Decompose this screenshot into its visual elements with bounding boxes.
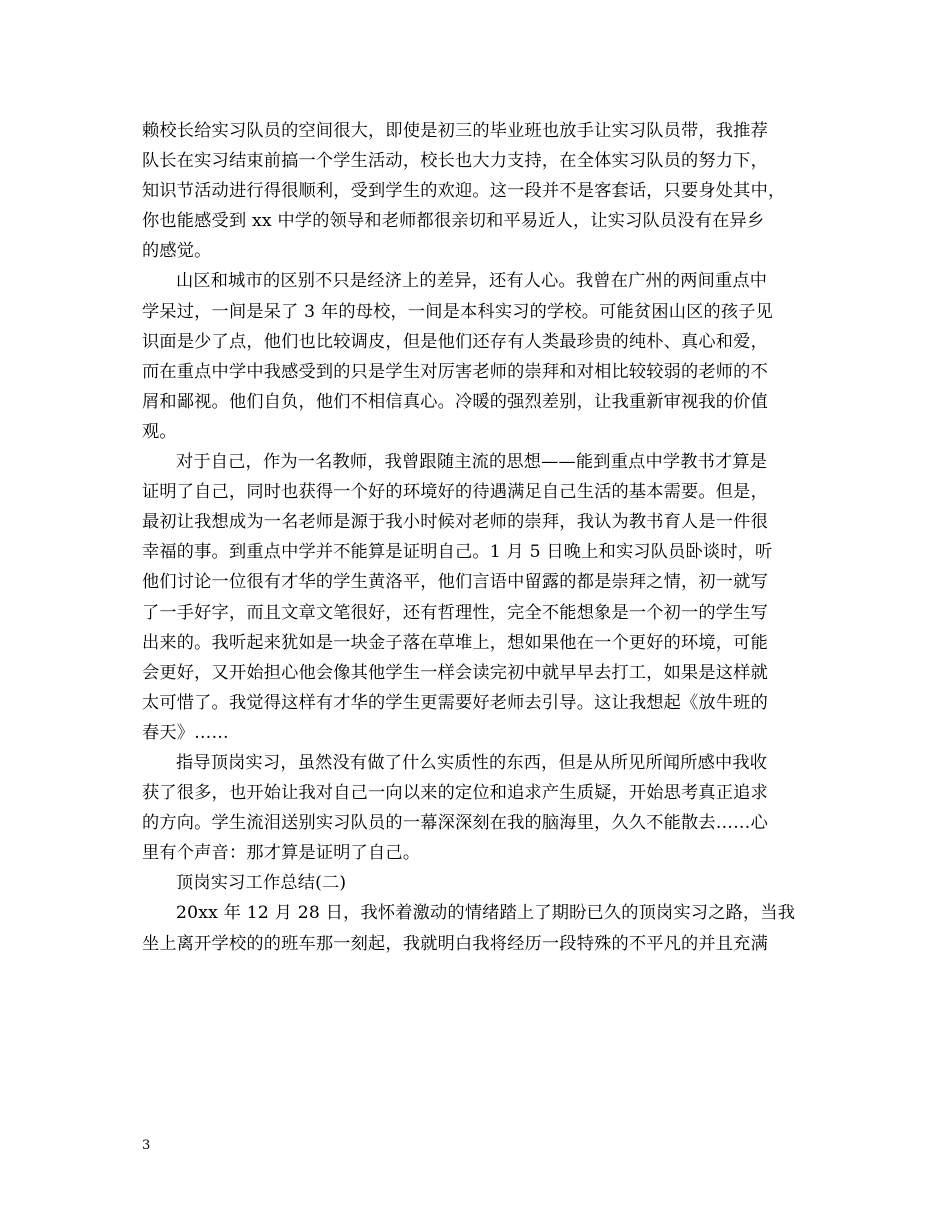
text-line: 会更好，又开始担心他会像其他学生一样会读完初中就早早去打工，如果是这样就 — [142, 662, 768, 683]
text-line: 证明了自己，同时也获得一个好的环境好的待遇满足自己生活的基本需要。但是， — [142, 482, 768, 503]
text-line: 坐上离开学校的的班车那一刻起，我就明白我将经历一段特殊的不平凡的并且充满 — [142, 933, 768, 954]
text-line: 里有个声音：那才算是证明了自己。 — [142, 843, 421, 864]
paragraph-first-line: 山区和城市的区别不只是经济上的差异，还有人心。我曾在广州的两间重点中 — [176, 271, 768, 292]
text-line: 你也能感受到 xx 中学的领导和老师都很亲切和平易近人，让实习队员没有在异乡 — [142, 211, 765, 232]
text-line: 学呆过，一间是呆了 3 年的母校，一间是本科实习的学校。可能贫困山区的孩子见 — [142, 301, 774, 322]
section-heading: 顶岗实习工作总结(二) — [176, 873, 347, 894]
page-number: 3 — [142, 1138, 151, 1153]
text-line: 队长在实习结束前搞一个学生活动，校长也大力支持，在全体实习队员的努力下， — [142, 151, 768, 172]
text-line: 幸福的事。到重点中学并不能算是证明自己。1 月 5 日晚上和实习队员卧谈时，听 — [142, 542, 773, 563]
text-line: 出来的。我听起来犹如是一块金子落在草堆上，想如果他在一个更好的环境，可能 — [142, 632, 768, 653]
text-line: 屑和鄙视。他们自负，他们不相信真心。冷暖的强烈差别，让我重新审视我的价值 — [142, 391, 768, 412]
text-line: 赖校长给实习队员的空间很大，即使是初三的毕业班也放手让实习队员带，我推荐 — [142, 121, 768, 141]
paragraph-first-line: 指导顶岗实习，虽然没有做了什么实质性的东西，但是从所见所闻所感中我收 — [176, 752, 768, 773]
text-line: 他们讨论一位很有才华的学生黄洛平，他们言语中留露的都是崇拜之情，初一就写 — [142, 572, 768, 593]
text-line: 的方向。学生流泪送别实习队员的一幕深深刻在我的脑海里，久久不能散去……心 — [142, 813, 768, 834]
text-line: 的感觉。 — [142, 241, 212, 262]
text-line: 而在重点中学中我感受到的只是学生对厉害老师的崇拜和对相比较较弱的老师的不 — [142, 361, 768, 382]
text-line: 识面是少了点，他们也比较调皮，但是他们还存有人类最珍贵的纯朴、真心和爱， — [142, 331, 768, 352]
text-line: 了一手好字，而且文章文笔很好，还有哲理性，完全不能想象是一个初一的学生写 — [142, 602, 768, 623]
document-body — [142, 116, 828, 959]
text-line: 最初让我想成为一名老师是源于我小时候对老师的崇拜，我认为教书育人是一件很 — [142, 512, 768, 533]
text-line: 观。 — [142, 421, 177, 442]
text-line: 太可惜了。我觉得这样有才华的学生更需要好老师去引导。这让我想起《放牛班的 — [142, 692, 768, 713]
text-line: 知识节活动进行得很顺利，受到学生的欢迎。这一段并不是客套话，只要身处其中， — [142, 181, 786, 202]
text-line: 春天》…… — [142, 722, 229, 743]
text-line: 获了很多，也开始让我对自己一向以来的定位和追求产生质疑，开始思考真正追求 — [142, 783, 768, 804]
paragraph-first-line: 对于自己，作为一名教师，我曾跟随主流的思想——能到重点中学教书才算是 — [176, 452, 768, 473]
paragraph-first-line: 20xx 年 12 月 28 日，我怀着激动的情绪踏上了期盼已久的顶岗实习之路，当我 — [176, 903, 796, 924]
